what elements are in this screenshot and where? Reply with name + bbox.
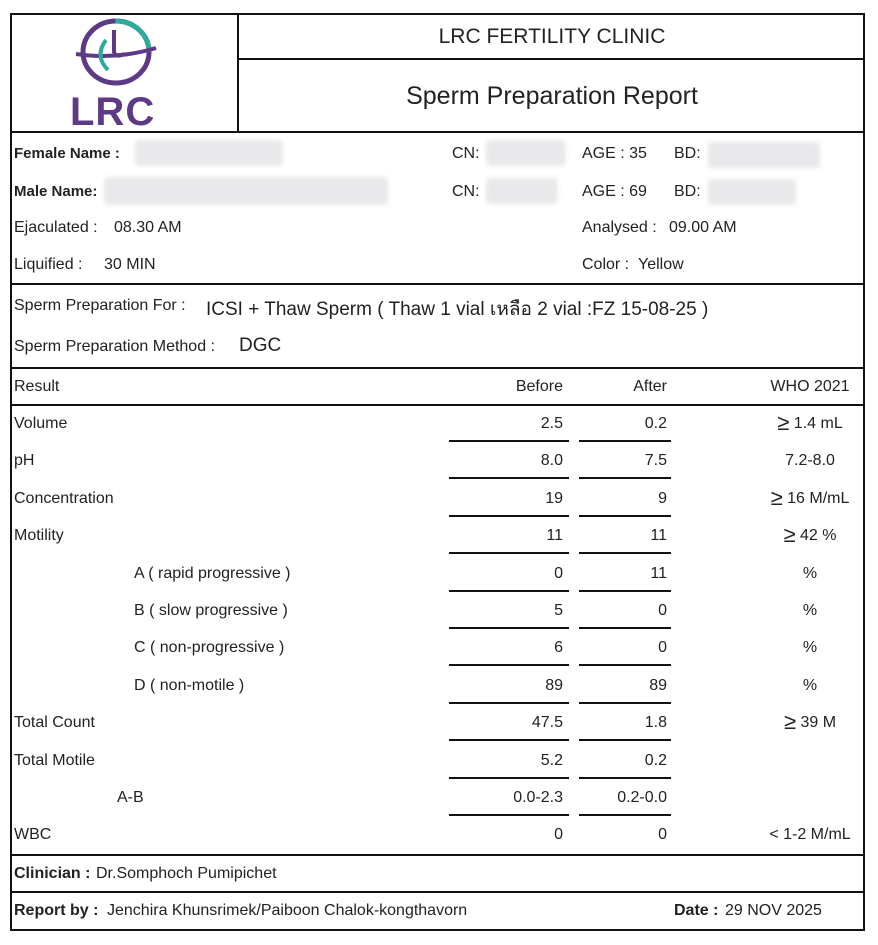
- geq-symbol: ≥: [783, 709, 797, 734]
- row-label: A ( rapid progressive ): [134, 565, 291, 582]
- after-underline: [579, 739, 671, 741]
- row-label: Concentration: [14, 490, 114, 507]
- row-before-value: 47.5: [531, 714, 563, 731]
- female-age: AGE : 35: [582, 145, 647, 162]
- row-after-value: 0.2-0.0: [617, 789, 667, 806]
- before-underline: [449, 777, 569, 779]
- row-who-reference: [745, 452, 875, 470]
- logo-text: LRC: [70, 90, 156, 134]
- row-who-reference: [745, 410, 875, 435]
- clinician-value: Dr.Somphoch Pumipichet: [96, 865, 277, 882]
- liquified-value: 30 MIN: [104, 256, 156, 273]
- color-label: Color :: [582, 256, 630, 273]
- lrc-logo: [66, 18, 166, 132]
- clinic-name: LRC FERTILITY CLINIC: [438, 25, 666, 48]
- before-underline: [449, 739, 569, 741]
- patient-bottom-line: [10, 283, 865, 285]
- ejaculated-label: Ejaculated :: [14, 219, 98, 236]
- row-after-value: 89: [649, 677, 667, 694]
- after-underline: [579, 702, 671, 704]
- prep-for-label: Sperm Preparation For :: [14, 297, 186, 314]
- who-value: %: [802, 639, 818, 656]
- row-after-value: 0: [658, 826, 667, 843]
- row-after-value: 0.2: [644, 415, 667, 432]
- row-label: D ( non-motile ): [134, 677, 245, 694]
- before-underline: [449, 440, 569, 442]
- row-before-value: 5: [554, 602, 563, 619]
- before-underline: [449, 814, 569, 816]
- prep-for-value: ICSI + Thaw Sperm ( Thaw 1 vial เหลือ 2 vial :FZ 15-08-25 ): [206, 299, 709, 320]
- analysed-value: 09.00 AM: [669, 219, 737, 236]
- report-title: Sperm Preparation Report: [406, 82, 698, 110]
- results-header-line: [10, 404, 865, 406]
- who-value: 39 M: [800, 714, 837, 731]
- male-name-label: Male Name:: [14, 183, 98, 200]
- female-bd-redacted: [708, 142, 820, 168]
- row-before-value: 2.5: [540, 415, 563, 432]
- row-before-value: 11: [546, 527, 563, 544]
- who-value: %: [802, 565, 818, 582]
- row-who-reference: [745, 709, 875, 734]
- header-result: Result: [14, 378, 60, 395]
- row-label: A-B: [117, 789, 144, 806]
- row-after-value: 0: [658, 639, 667, 656]
- header-after: After: [633, 378, 667, 395]
- who-value: 7.2-8.0: [785, 452, 835, 469]
- row-after-value: 1.8: [644, 714, 667, 731]
- geq-symbol: ≥: [770, 485, 783, 510]
- geq-symbol: ≥: [783, 522, 796, 547]
- header-inner-line: [237, 58, 865, 60]
- male-cn-label: CN:: [452, 183, 480, 200]
- who-value: 42 %: [800, 527, 837, 544]
- after-underline: [579, 477, 671, 479]
- analysed-label: Analysed :: [582, 219, 657, 236]
- before-underline: [449, 477, 569, 479]
- who-value: 16 M/mL: [787, 490, 850, 507]
- row-label: WBC: [14, 826, 52, 843]
- male-bd-label: BD:: [674, 183, 701, 200]
- female-bd-label: BD:: [674, 145, 701, 162]
- row-before-value: 0: [554, 826, 563, 843]
- row-who-reference: [745, 826, 875, 844]
- row-after-value: 11: [650, 527, 667, 544]
- after-underline: [579, 515, 671, 517]
- male-name-redacted: [104, 177, 388, 205]
- before-underline: [449, 552, 569, 554]
- row-after-value: 0: [658, 602, 667, 619]
- ejaculated-value: 08.30 AM: [114, 219, 182, 236]
- row-before-value: 6: [554, 639, 563, 656]
- row-before-value: 89: [545, 677, 563, 694]
- row-label: B ( slow progressive ): [134, 602, 288, 619]
- before-underline: [449, 664, 569, 666]
- after-underline: [579, 440, 671, 442]
- prep-bottom-line: [10, 367, 865, 369]
- row-label: Volume: [14, 415, 68, 432]
- after-underline: [579, 814, 671, 816]
- header-before: Before: [515, 378, 563, 395]
- clinician-label: Clinician :: [14, 865, 91, 882]
- clinician-bottom-line: [10, 891, 865, 893]
- male-bd-redacted: [708, 179, 796, 205]
- row-label: Total Count: [14, 714, 95, 731]
- results-bottom-line: [10, 854, 865, 856]
- female-name-redacted: [135, 140, 283, 166]
- who-value: %: [802, 602, 818, 619]
- female-name-label: Female Name :: [14, 145, 120, 162]
- before-underline: [449, 590, 569, 592]
- female-cn-redacted: [486, 140, 566, 166]
- row-label: Motility: [14, 527, 64, 544]
- male-cn-redacted: [486, 178, 558, 204]
- row-before-value: 0: [554, 565, 563, 582]
- who-value: %: [802, 677, 818, 694]
- report-by-label: Report by :: [14, 902, 99, 919]
- row-before-value: 5.2: [540, 752, 563, 769]
- row-who-reference: [745, 677, 875, 695]
- before-underline: [449, 702, 569, 704]
- header-who: WHO 2021: [770, 378, 850, 395]
- row-label: Total Motile: [14, 752, 95, 769]
- date-value: 29 NOV 2025: [725, 902, 822, 919]
- row-label: pH: [14, 452, 35, 469]
- row-who-reference: [745, 565, 875, 583]
- row-after-value: 7.5: [644, 452, 667, 469]
- row-who-reference: [745, 602, 875, 620]
- row-after-value: 0.2: [644, 752, 667, 769]
- row-before-value: 19: [545, 490, 563, 507]
- who-value: < 1-2 M/mL: [769, 826, 851, 843]
- after-underline: [579, 664, 671, 666]
- row-before-value: 8.0: [540, 452, 563, 469]
- after-underline: [579, 590, 671, 592]
- row-label: C ( non-progressive ): [134, 639, 285, 656]
- row-who-reference: [745, 522, 875, 547]
- prep-method-label: Sperm Preparation Method :: [14, 338, 215, 355]
- geq-symbol: ≥: [777, 410, 790, 435]
- after-underline: [579, 552, 671, 554]
- prep-method-value: DGC: [239, 335, 282, 356]
- liquified-label: Liquified :: [14, 256, 83, 273]
- row-after-value: 11: [650, 565, 667, 582]
- male-age: AGE : 69: [582, 183, 647, 200]
- after-underline: [579, 777, 671, 779]
- report-by-value: Jenchira Khunsrimek/Paiboon Chalok-kongthavorn: [107, 902, 468, 919]
- color-value: Yellow: [638, 256, 684, 273]
- lrc-logo-icon: [66, 18, 166, 88]
- before-underline: [449, 515, 569, 517]
- who-value: 1.4 mL: [793, 415, 843, 432]
- female-cn-label: CN:: [452, 145, 480, 162]
- row-after-value: 9: [658, 490, 667, 507]
- row-who-reference: [745, 639, 875, 657]
- before-underline: [449, 627, 569, 629]
- row-who-reference: [745, 485, 875, 510]
- date-label: Date :: [674, 902, 719, 919]
- row-before-value: 0.0-2.3: [513, 789, 563, 806]
- after-underline: [579, 627, 671, 629]
